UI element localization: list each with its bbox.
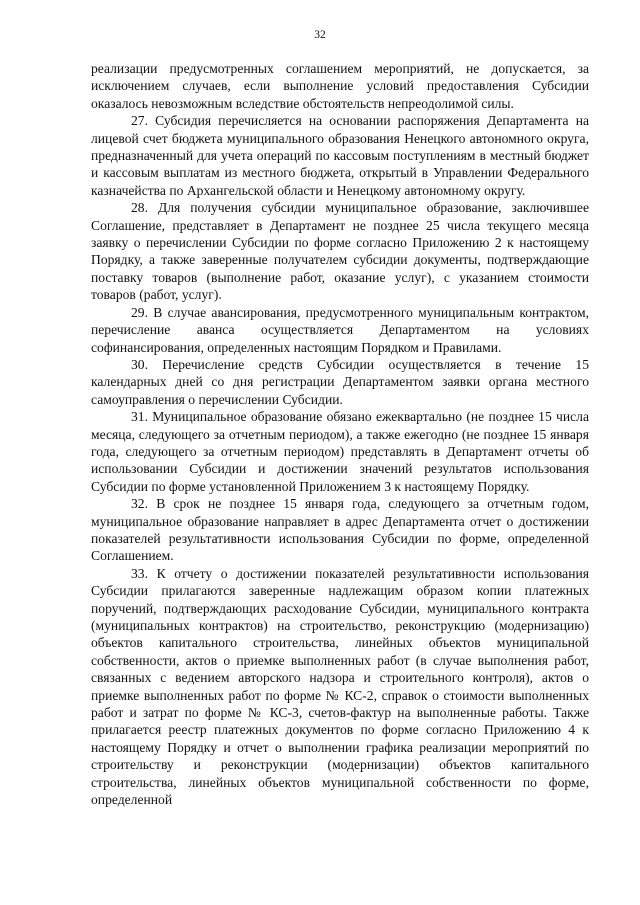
page-number: 32 bbox=[314, 29, 326, 41]
paragraph-28: 28. Для получения субсидии муниципальное образование, заключившее Соглашение, представляет в Департамент не позднее 25 числа текущего месяца заявку о перечислении Субсидии по форме согласно Приложению 2 к настоящему Порядку, а также заверенные получателем субсидии документы, подтверждающие поставку товаров (выполнение работ, оказание услуг), с указанием стоимости товаров (работ, услуг). bbox=[91, 200, 589, 303]
paragraph-33: 33. К отчету о достижении показателей результативности использования Субсидии прилагаются заверенные надлежащим образом копии платежных поручений, подтверждающих расходование Субсидии, муниципального контракта (муниципальных контрактов) на строительство, реконструкцию (модернизацию) объектов капитального строительства, линейных объектов муниципальной собственности, актов о приемке выполненных работ (в случае выполнения работ, связанных с ведением авторского надзора и строительного контроля), актов о приемке выполненных работ по форме № КС-2, справок о стоимости выполненных работ и затрат по форме № КС-3, счетов-фактур на выполненные работы. Также прилагается реестр платежных документов по форме согласно Приложению 4 к настоящему Порядку и отчет о выполнении графика реализации мероприятий по строительству и реконструкции (модернизации) объектов капитального строительства, линейных объектов муниципальной собственности по форме, определенной bbox=[91, 565, 589, 808]
document-body bbox=[91, 60, 589, 808]
paragraph-30: 30. Перечисление средств Субсидии осуществляется в течение 15 календарных дней со дня регистрации Департаментом заявки органа местного самоуправления о перечислении Субсидии. bbox=[91, 356, 589, 407]
paragraph-29: 29. В случае авансирования, предусмотренного муниципальным контрактом, перечисление аванса осуществляется Департаментом на условиях софинансирования, определенных настоящим Порядком и Правилами. bbox=[91, 304, 589, 355]
paragraph-32: 32. В срок не позднее 15 января года, следующего за отчетным годом, муниципальное образование направляет в адрес Департамента отчет о достижении показателей результативности использования Субсидии по форме, определенной Соглашением. bbox=[91, 496, 589, 564]
paragraph-31: 31. Муниципальное образование обязано ежеквартально (не позднее 15 числа месяца, следующего за отчетным периодом), а также ежегодно (не позднее 15 января года, следующего за отчетным периодом) представлять в Департамент отчеты об использовании Субсидии и достижении значений результатов использования Субсидии по форме установленной Приложением 3 к настоящему Порядку. bbox=[91, 409, 589, 494]
paragraph-27: 27. Субсидия перечисляется на основании распоряжения Департамента на лицевой счет бюджета муниципального образования Ненецкого автономного округа, предназначенный для учета операций по кассовым поступлениям в местный бюджет и кассовым выплатам из местного бюджета, открытый в Управлении Федерального казначейства по Архангельской области и Ненецкому автономному округу. bbox=[91, 113, 589, 198]
paragraph-continuation: реализации предусмотренных соглашением мероприятий, не допускается, за исключением случаев, если выполнение условий предоставления Субсидии оказалось невозможным вследствие обстоятельств непреодолимой силы. bbox=[91, 61, 589, 111]
